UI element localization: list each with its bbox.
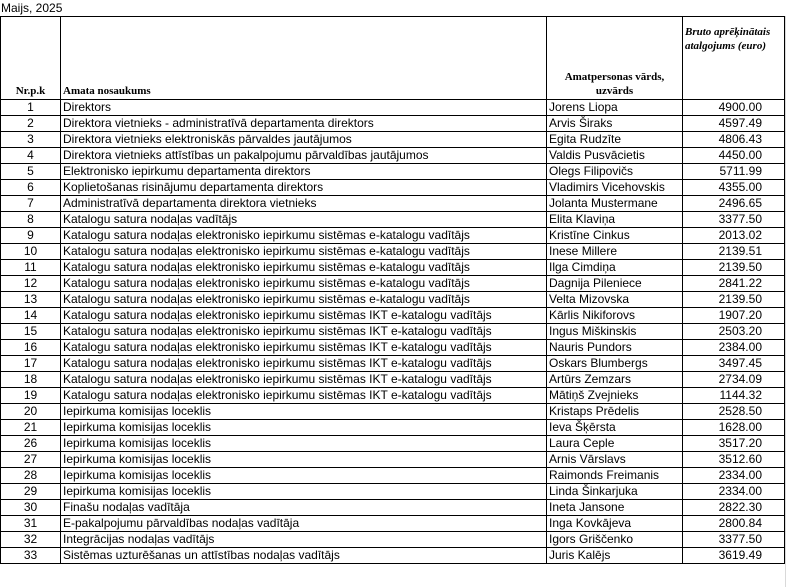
position-title-cell[interactable]: Integrācijas nodaļas vadītājs xyxy=(61,532,547,548)
position-title-cell[interactable]: Katalogu satura nodaļas elektronisko iepirkumu sistēmas IKT e-katalogu vadītājs xyxy=(61,340,547,356)
table-row xyxy=(1,244,785,260)
position-title-cell[interactable]: Iepirkuma komisijas loceklis xyxy=(61,436,547,452)
gross-salary-cell[interactable]: 1628.00 xyxy=(683,420,785,436)
table-row xyxy=(1,500,785,516)
gross-salary-cell[interactable]: 5711.99 xyxy=(683,164,785,180)
row-number-cell[interactable]: 17 xyxy=(1,356,61,372)
sheet-edge xyxy=(785,16,792,587)
table-row xyxy=(1,276,785,292)
gross-salary-cell[interactable]: 4355.00 xyxy=(683,180,785,196)
person-name-cell[interactable]: Elita Klaviņa xyxy=(547,212,683,228)
person-name-cell[interactable]: Juris Kalējs xyxy=(547,548,683,564)
position-title-cell[interactable]: Katalogu satura nodaļas elektronisko iepirkumu sistēmas IKT e-katalogu vadītājs xyxy=(61,388,547,404)
row-number-cell[interactable]: 19 xyxy=(1,388,61,404)
gross-salary-cell[interactable]: 2139.50 xyxy=(683,292,785,308)
position-title-cell[interactable]: Katalogu satura nodaļas elektronisko iepirkumu sistēmas IKT e-katalogu vadītājs xyxy=(61,372,547,388)
row-number-cell[interactable]: 2 xyxy=(1,116,61,132)
header-nr[interactable]: Nr.p.k xyxy=(1,17,61,100)
gross-salary-cell[interactable]: 2496.65 xyxy=(683,196,785,212)
row-number-cell[interactable]: 32 xyxy=(1,532,61,548)
position-title-cell[interactable]: Katalogu satura nodaļas elektronisko iepirkumu sistēmas IKT e-katalogu vadītājs xyxy=(61,324,547,340)
position-title-cell[interactable]: Katalogu satura nodaļas elektronisko iepirkumu sistēmas e-katalogu vadītājs xyxy=(61,292,547,308)
table-row xyxy=(1,532,785,548)
gross-salary-cell[interactable]: 2139.51 xyxy=(683,244,785,260)
person-name-cell[interactable]: Kristīne Cinkus xyxy=(547,228,683,244)
row-number-cell[interactable]: 12 xyxy=(1,276,61,292)
gross-salary-cell[interactable]: 3497.45 xyxy=(683,356,785,372)
person-name-cell[interactable]: Nauris Pundors xyxy=(547,340,683,356)
row-number-cell[interactable]: 6 xyxy=(1,180,61,196)
row-number-cell[interactable]: 3 xyxy=(1,132,61,148)
row-number-cell[interactable]: 7 xyxy=(1,196,61,212)
person-name-cell[interactable]: Inese Millere xyxy=(547,244,683,260)
table-row xyxy=(1,212,785,228)
table-row xyxy=(1,164,785,180)
row-number-cell[interactable]: 15 xyxy=(1,324,61,340)
position-title-cell[interactable]: E-pakalpojumu pārvaldības nodaļas vadītāja xyxy=(61,516,547,532)
gross-salary-cell[interactable]: 2384.00 xyxy=(683,340,785,356)
person-name-cell[interactable]: Inga Kovkājeva xyxy=(547,516,683,532)
table-row xyxy=(1,548,785,564)
position-title-cell[interactable]: Finašu nodaļas vadītāja xyxy=(61,500,547,516)
gross-salary-cell[interactable]: 3619.49 xyxy=(683,548,785,564)
position-title-cell[interactable]: Elektronisko iepirkumu departamenta direktors xyxy=(61,164,547,180)
position-title-cell[interactable]: Katalogu satura nodaļas elektronisko iepirkumu sistēmas e-katalogu vadītājs xyxy=(61,228,547,244)
row-number-cell[interactable]: 8 xyxy=(1,212,61,228)
position-title-cell[interactable]: Iepirkuma komisijas loceklis xyxy=(61,420,547,436)
row-number-cell[interactable]: 5 xyxy=(1,164,61,180)
table-row xyxy=(1,116,785,132)
row-number-cell[interactable]: 21 xyxy=(1,420,61,436)
row-number-cell[interactable]: 20 xyxy=(1,404,61,420)
row-number-cell[interactable]: 13 xyxy=(1,292,61,308)
person-name-cell[interactable]: Laura Ceple xyxy=(547,436,683,452)
person-name-cell[interactable]: Ingus Miškinskis xyxy=(547,324,683,340)
person-name-cell[interactable]: Arnis Vārslavs xyxy=(547,452,683,468)
table-row xyxy=(1,340,785,356)
person-name-cell[interactable]: Valdis Pusvācietis xyxy=(547,148,683,164)
gross-salary-cell[interactable]: 4597.49 xyxy=(683,116,785,132)
table-row xyxy=(1,100,785,116)
position-title-cell[interactable]: Koplietošanas risinājumu departamenta direktors xyxy=(61,180,547,196)
gross-salary-cell[interactable]: 2334.00 xyxy=(683,468,785,484)
gross-salary-cell[interactable]: 4806.43 xyxy=(683,132,785,148)
row-number-cell[interactable]: 11 xyxy=(1,260,61,276)
table-row xyxy=(1,436,785,452)
row-number-cell[interactable]: 18 xyxy=(1,372,61,388)
table-row xyxy=(1,356,785,372)
row-number-cell[interactable]: 31 xyxy=(1,516,61,532)
row-number-cell[interactable]: 28 xyxy=(1,468,61,484)
table-row xyxy=(1,388,785,404)
table-row xyxy=(1,372,785,388)
header-row xyxy=(1,17,785,100)
table-row xyxy=(1,180,785,196)
gross-salary-cell[interactable]: 2528.50 xyxy=(683,404,785,420)
table-row xyxy=(1,484,785,500)
header-position-title[interactable]: Amata nosaukums xyxy=(61,17,547,100)
table-row xyxy=(1,468,785,484)
person-name-cell[interactable]: Igors Griščenko xyxy=(547,532,683,548)
gross-salary-cell[interactable]: 4900.00 xyxy=(683,100,785,116)
table-row xyxy=(1,292,785,308)
person-name-cell[interactable]: Egita Rudzīte xyxy=(547,132,683,148)
gross-salary-cell[interactable]: 3517.20 xyxy=(683,436,785,452)
position-title-cell[interactable]: Iepirkuma komisijas loceklis xyxy=(61,452,547,468)
position-title-cell[interactable]: Katalogu satura nodaļas elektronisko iepirkumu sistēmas IKT e-katalogu vadītājs xyxy=(61,308,547,324)
gross-salary-cell[interactable]: 2734.09 xyxy=(683,372,785,388)
person-name-cell[interactable]: Ineta Jansone xyxy=(547,500,683,516)
gross-salary-cell[interactable]: 3377.50 xyxy=(683,532,785,548)
position-title-cell[interactable]: Iepirkuma komisijas loceklis xyxy=(61,484,547,500)
person-name-cell[interactable]: Jolanta Mustermane xyxy=(547,196,683,212)
position-title-cell[interactable]: Katalogu satura nodaļas vadītājs xyxy=(61,212,547,228)
row-number-cell[interactable]: 1 xyxy=(1,100,61,116)
report-period: Maijs, 2025 xyxy=(0,0,792,17)
header-person-name[interactable]: Amatpersonas vārds, uzvārds xyxy=(547,17,683,100)
position-title-cell[interactable]: Iepirkuma komisijas loceklis xyxy=(61,404,547,420)
salary-table xyxy=(0,16,785,564)
person-name-cell[interactable]: Mātiņš Zvejnieks xyxy=(547,388,683,404)
row-number-cell[interactable]: 10 xyxy=(1,244,61,260)
person-name-cell[interactable]: Ieva Šķērsta xyxy=(547,420,683,436)
person-name-cell[interactable]: Linda Šinkarjuka xyxy=(547,484,683,500)
gross-salary-cell[interactable]: 2841.22 xyxy=(683,276,785,292)
position-title-cell[interactable]: Katalogu satura nodaļas elektronisko iepirkumu sistēmas IKT e-katalogu vadītājs xyxy=(61,356,547,372)
table-row xyxy=(1,404,785,420)
gross-salary-cell[interactable]: 2822.30 xyxy=(683,500,785,516)
gross-salary-cell[interactable]: 2800.84 xyxy=(683,516,785,532)
row-number-cell[interactable]: 4 xyxy=(1,148,61,164)
table-row xyxy=(1,420,785,436)
person-name-cell[interactable]: Oskars Blumbergs xyxy=(547,356,683,372)
gross-salary-cell[interactable]: 3512.60 xyxy=(683,452,785,468)
table-row xyxy=(1,228,785,244)
position-title-cell[interactable]: Katalogu satura nodaļas elektronisko iepirkumu sistēmas e-katalogu vadītājs xyxy=(61,260,547,276)
row-number-cell[interactable]: 16 xyxy=(1,340,61,356)
gross-salary-cell[interactable]: 2013.02 xyxy=(683,228,785,244)
gross-salary-cell[interactable]: 4450.00 xyxy=(683,148,785,164)
gross-salary-cell[interactable]: 2139.50 xyxy=(683,260,785,276)
gross-salary-cell[interactable]: 1144.32 xyxy=(683,388,785,404)
row-number-cell[interactable]: 30 xyxy=(1,500,61,516)
header-gross-salary[interactable]: Bruto aprēķinātais atalgojums (euro) xyxy=(683,17,785,100)
position-title-cell[interactable]: Administratīvā departamenta direktora vietnieks xyxy=(61,196,547,212)
person-name-cell[interactable]: Ilga Cimdiņa xyxy=(547,260,683,276)
row-number-cell[interactable]: 27 xyxy=(1,452,61,468)
position-title-cell[interactable]: Sistēmas uzturēšanas un attīstības nodaļas vadītājs xyxy=(61,548,547,564)
person-name-cell[interactable]: Velta Mizovska xyxy=(547,292,683,308)
table-row xyxy=(1,148,785,164)
person-name-cell[interactable]: Arvis Širaks xyxy=(547,116,683,132)
table-row xyxy=(1,132,785,148)
person-name-cell[interactable]: Dagnija Pileniece xyxy=(547,276,683,292)
position-title-cell[interactable]: Iepirkuma komisijas loceklis xyxy=(61,468,547,484)
row-number-cell[interactable]: 33 xyxy=(1,548,61,564)
position-title-cell[interactable]: Direktora vietnieks attīstības un pakalpojumu pārvaldības jautājumos xyxy=(61,148,547,164)
position-title-cell[interactable]: Katalogu satura nodaļas elektronisko iepirkumu sistēmas e-katalogu vadītājs xyxy=(61,244,547,260)
person-name-cell[interactable]: Raimonds Freimanis xyxy=(547,468,683,484)
position-title-cell[interactable]: Direktors xyxy=(61,100,547,116)
table-row xyxy=(1,308,785,324)
person-name-cell[interactable]: Kristaps Prēdelis xyxy=(547,404,683,420)
position-title-cell[interactable]: Direktora vietnieks - administratīvā departamenta direktors xyxy=(61,116,547,132)
person-name-cell[interactable]: Kārlis Nikiforovs xyxy=(547,308,683,324)
table-row xyxy=(1,452,785,468)
gross-salary-cell[interactable]: 3377.50 xyxy=(683,212,785,228)
table-row xyxy=(1,516,785,532)
row-number-cell[interactable]: 29 xyxy=(1,484,61,500)
table-row xyxy=(1,324,785,340)
table-row xyxy=(1,260,785,276)
gross-salary-cell[interactable]: 2503.20 xyxy=(683,324,785,340)
gross-salary-cell[interactable]: 2334.00 xyxy=(683,484,785,500)
row-number-cell[interactable]: 9 xyxy=(1,228,61,244)
table-row xyxy=(1,196,785,212)
person-name-cell[interactable]: Olegs Filipovičs xyxy=(547,164,683,180)
person-name-cell[interactable]: Vladimirs Vicehovskis xyxy=(547,180,683,196)
position-title-cell[interactable]: Katalogu satura nodaļas elektronisko iepirkumu sistēmas e-katalogu vadītājs xyxy=(61,276,547,292)
person-name-cell[interactable]: Jorens Liopa xyxy=(547,100,683,116)
position-title-cell[interactable]: Direktora vietnieks elektroniskās pārvaldes jautājumos xyxy=(61,132,547,148)
row-number-cell[interactable]: 26 xyxy=(1,436,61,452)
row-number-cell[interactable]: 14 xyxy=(1,308,61,324)
gross-salary-cell[interactable]: 1907.20 xyxy=(683,308,785,324)
person-name-cell[interactable]: Artūrs Zemzars xyxy=(547,372,683,388)
